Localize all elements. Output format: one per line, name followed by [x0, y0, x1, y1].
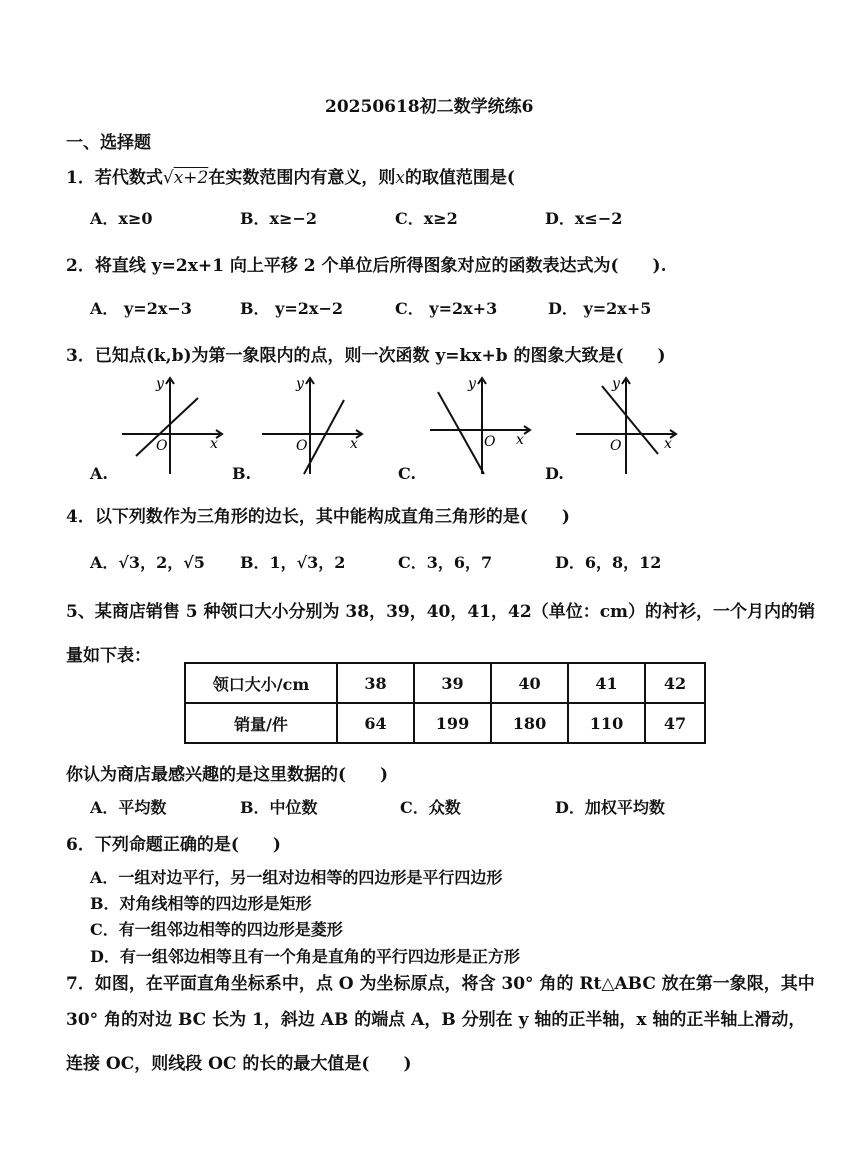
q4-stem: 4．以下列数作为三角形的边长，其中能构成直角三角形的是( )	[66, 507, 570, 527]
q5-option-d: D．加权平均数	[555, 798, 665, 817]
table-row	[185, 663, 705, 703]
table-cell: 41	[568, 663, 645, 703]
q2-stem: 2．将直线 y=2x+1 向上平移 2 个单位后所得图象对应的函数表达式为( ).	[66, 256, 667, 276]
q4-option-b: B．1，√3，2	[240, 553, 346, 572]
q6-option-b: B．对角线相等的四边形是矩形	[90, 894, 312, 913]
table-cell: 40	[491, 663, 568, 703]
table-cell: 110	[568, 703, 645, 743]
q4-option-c: C．3，6，7	[398, 553, 493, 572]
x-label: x	[516, 432, 524, 448]
x-label: x	[664, 436, 672, 452]
sales-table	[184, 662, 706, 744]
q5-option-c: C．众数	[400, 798, 461, 817]
q5-option-a: A．平均数	[90, 798, 167, 817]
q6-option-c: C．有一组邻边相等的四边形是菱形	[90, 920, 343, 939]
q1-stem-a: 1．若代数式	[66, 168, 163, 188]
q3-stem: 3．已知点(k,b)为第一象限内的点，则一次函数 y=kx+b 的图象大致是( )	[66, 346, 666, 366]
table-header-size: 领口大小/cm	[185, 663, 337, 703]
y-label: y	[156, 376, 164, 392]
y-label: y	[612, 376, 620, 392]
q2-option-c: C． y=2x+3	[395, 299, 498, 318]
table-cell: 64	[337, 703, 414, 743]
q3-option-a: A.	[90, 464, 108, 483]
q7-line2: 30° 角的对边 BC 长为 1，斜边 AB 的端点 A，B 分别在 y 轴的正半轴，x 轴的正半轴上滑动，	[66, 1010, 806, 1030]
q7-line1: 7．如图，在平面直角坐标系中，点 O 为坐标原点，将含 30° 角的 Rt△ABC 放在第一象限，其中	[66, 974, 815, 994]
table-cell: 180	[491, 703, 568, 743]
q4-option-a: A．√3，2，√5	[90, 553, 205, 572]
q1-stem-c: 的取值范围是(	[404, 168, 515, 188]
page-title: 20250618初二数学统练6	[325, 97, 534, 117]
q2-option-b: B． y=2x−2	[240, 299, 344, 318]
table-cell: 39	[414, 663, 491, 703]
x-label: x	[350, 436, 358, 452]
q6-option-a: A．一组对边平行，另一组对边相等的四边形是平行四边形	[90, 868, 503, 887]
y-label: y	[468, 376, 476, 392]
q5-question: 你认为商店最感兴趣的是这里数据的( )	[66, 765, 389, 785]
section-heading: 一、选择题	[66, 133, 151, 153]
y-label: y	[296, 376, 304, 392]
function-line	[438, 392, 484, 474]
q3-option-b: B.	[232, 464, 252, 483]
table-cell: 42	[645, 663, 705, 703]
q3-option-c: C.	[398, 464, 417, 483]
q7-line3: 连接 OC，则线段 OC 的长的最大值是( )	[66, 1054, 412, 1074]
q3-option-d: D.	[545, 464, 564, 483]
table-row	[185, 703, 705, 743]
q1-radical: √x+2	[162, 168, 209, 188]
table-header-sales: 销量/件	[185, 703, 337, 743]
q1-stem	[66, 163, 515, 188]
q1-stem-b: 在实数范围内有意义，则	[208, 168, 396, 188]
q2-option-a: A． y=2x−3	[90, 299, 192, 318]
origin-label: O	[296, 438, 308, 454]
origin-label: O	[156, 438, 168, 454]
q3-graph-a	[118, 374, 228, 480]
q5-stem-line1: 5、某商店销售 5 种领口大小分别为 38，39，40，41，42（单位：cm）的衬衫，一个月内的销	[66, 602, 816, 622]
q1-option-b: B．x≥−2	[240, 209, 318, 228]
q1-var: x	[395, 168, 405, 188]
table-cell: 199	[414, 703, 491, 743]
x-label: x	[210, 436, 218, 452]
q1-option-c: C．x≥2	[395, 209, 458, 228]
q1-option-a: A．x≥0	[90, 209, 153, 228]
q3-graph-d	[572, 374, 682, 480]
q5-stem-line2: 量如下表：	[66, 646, 151, 666]
table-cell: 47	[645, 703, 705, 743]
q3-graph-b	[258, 374, 368, 480]
q1-radicand: x+2	[173, 168, 209, 188]
q1-option-d: D．x≤−2	[545, 209, 623, 228]
table-cell: 38	[337, 663, 414, 703]
q2-option-d: D． y=2x+5	[548, 299, 652, 318]
q3-graph-c	[426, 374, 536, 480]
q5-option-b: B．中位数	[240, 798, 318, 817]
origin-label: O	[610, 438, 622, 454]
q6-option-d: D．有一组邻边相等且有一个角是直角的平行四边形是正方形	[90, 947, 520, 966]
q6-stem: 6．下列命题正确的是( )	[66, 835, 281, 855]
q4-option-d: D．6，8，12	[555, 553, 662, 572]
origin-label: O	[484, 434, 496, 450]
